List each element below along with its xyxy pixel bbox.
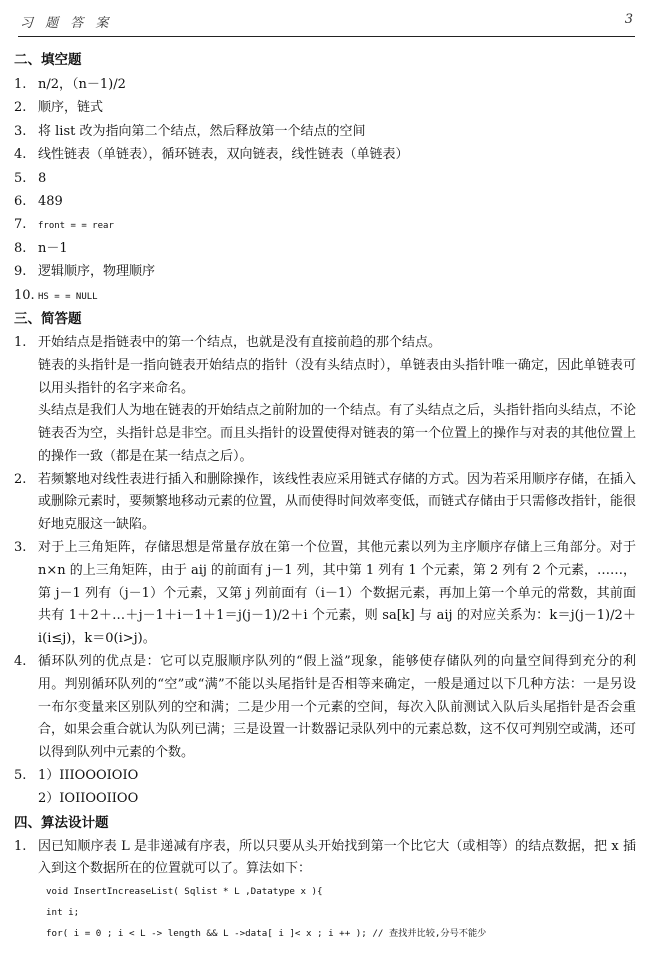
code-line: void InsertIncreaseList( Sqlist * L ,Datatype x ){ (46, 886, 323, 898)
item-number: 2. (14, 100, 27, 116)
short-answer (14, 765, 636, 788)
short-answer (14, 537, 636, 651)
item-text: 头结点是我们人为地在链表的开始结点之前附加的一个结点。有了头结点之后，头指针指向头结点，不论链表否为空，头指针总是非空。而且头指针的设置使得对链表的第一个位置上的操作与对表的其他位置上的操作一致（都是在某一结点之后）。 (38, 403, 637, 464)
page-content (14, 48, 636, 944)
item-text: 循环队列的优点是：它可以克服顺序队列的“假上溢”现象，能够使存储队列的向量空间得到充分的利用。判别循环队列的“空”或“满”不能以头尾指针是否相等来确定，一般是通过以下几种方法：一是另设一布尔变量来区别队列的空和满；二是少用一个元素的空间，每次入队前测试入队后头尾指针是否会重合，如果会重合就认为队列已满；三是设置一计数器记录队列中的元素总数，这不仅可判别空或满，还可以得到队列中元素的个数。 (38, 654, 637, 761)
item-number: 8. (14, 240, 27, 256)
fill-answer (14, 237, 636, 260)
item-number: 10. (14, 287, 35, 303)
item-text: 若频繁地对线性表进行插入和删除操作，该线性表应采用链式存储的方式。因为若采用顺序存储，在插入或删除元素时，要频繁地移动元素的位置，从而使得时间效率变低，而链式存储由于只需修改指针，能很好地克服这一缺陷。 (38, 471, 637, 533)
short-answer (14, 332, 636, 355)
item-text: 顺序，链式 (38, 100, 104, 116)
short-answer (14, 400, 636, 468)
item-text: 2）IOIIOOIIOO (38, 790, 139, 806)
fill-answer (14, 213, 636, 236)
fill-answer (14, 120, 636, 143)
item-text: n－1 (38, 240, 68, 256)
fill-answer (14, 73, 636, 96)
item-number: 2. (14, 471, 27, 487)
item-text: 对于上三角矩阵，存储思想是常量存放在第一个位置，其他元素以列为主序顺序存储上三角部分。对于 n×n 的上三角矩阵，由于 aij 的前面有 j－1 列，其中第 1 列有 1 个元素，第 2 列有 2 个元素，……，第 j－1 列有（j－1）个元素，又第 j 列前面有（i－1）个数据元素，再加上第一个单元的常数，其前面共有 1＋2＋…＋j－1＋i－1＋1＝j(j－1)/2＋i 个元素，则 sa[k] 与 aij 的对应关系为：k＝j(j－1)/2＋i(i≤j)，k＝0(i>j)。 (38, 540, 636, 647)
item-number: 5. (14, 170, 27, 186)
item-text: front = = rear (38, 221, 114, 232)
item-number: 3. (14, 540, 27, 556)
fill-answer (14, 260, 636, 283)
page-number: 3 (624, 12, 633, 27)
item-number: 5. (14, 768, 27, 784)
short-answer (14, 469, 636, 537)
header-title: 习 题 答 案 (20, 16, 113, 31)
item-number: 6. (14, 193, 27, 209)
item-number: 1. (14, 334, 27, 350)
section-heading-algo: 四、算法设计题 (14, 814, 109, 831)
short-answer (14, 651, 636, 765)
item-text: 1）IIIOOOIOIO (38, 768, 139, 784)
item-text: 逻辑顺序，物理顺序 (38, 264, 156, 280)
item-text: 链表的头指针是一指向链表开始结点的指针（没有头结点时），单链表由头指针唯一确定，因此单链表可以用头指针的名字来命名。 (38, 357, 636, 396)
item-number: 4. (14, 147, 27, 163)
fill-answer (14, 143, 636, 166)
item-text: 8 (38, 170, 47, 186)
item-number: 4. (14, 654, 27, 670)
item-text: 开始结点是指链表中的第一个结点，也就是没有直接前趋的那个结点。 (38, 334, 442, 350)
code-line: for( i = 0 ; i < L -> length && L ->data[ i ]< x ; i ++ ); // 查找并比较,分号不能少 (46, 928, 487, 940)
item-text: HS = = NULL (38, 291, 98, 302)
short-answer (14, 788, 636, 811)
item-text: 线性链表（单链表），循环链表，双向链表，线性链表（单链表） (38, 147, 409, 163)
short-answer (14, 355, 636, 401)
code-line: int i; (46, 907, 80, 919)
item-text: 将 list 改为指向第二个结点，然后释放第一个结点的空间 (38, 123, 366, 139)
item-number: 1. (14, 77, 27, 92)
item-text: 489 (38, 193, 63, 209)
section-heading-short: 三、简答题 (14, 310, 82, 327)
item-text: n/2，（n－1)/2 (38, 77, 126, 92)
fill-answer (14, 167, 636, 190)
fill-answer (14, 96, 636, 119)
item-text: 因已知顺序表 L 是非递减有序表，所以只要从头开始找到第一个比它大（或相等）的结点数据，把 x 插入到这个数据所在的位置就可以了。算法如下： (38, 838, 636, 877)
section-heading-fill: 二、填空题 (14, 52, 82, 68)
item-number: 1. (14, 838, 27, 854)
algo-answer (14, 836, 636, 882)
item-number: 3. (14, 123, 27, 139)
item-number: 7. (14, 217, 27, 233)
page-header (18, 8, 635, 37)
fill-answer (14, 284, 636, 307)
item-number: 9. (14, 264, 27, 280)
fill-answer (14, 190, 636, 213)
